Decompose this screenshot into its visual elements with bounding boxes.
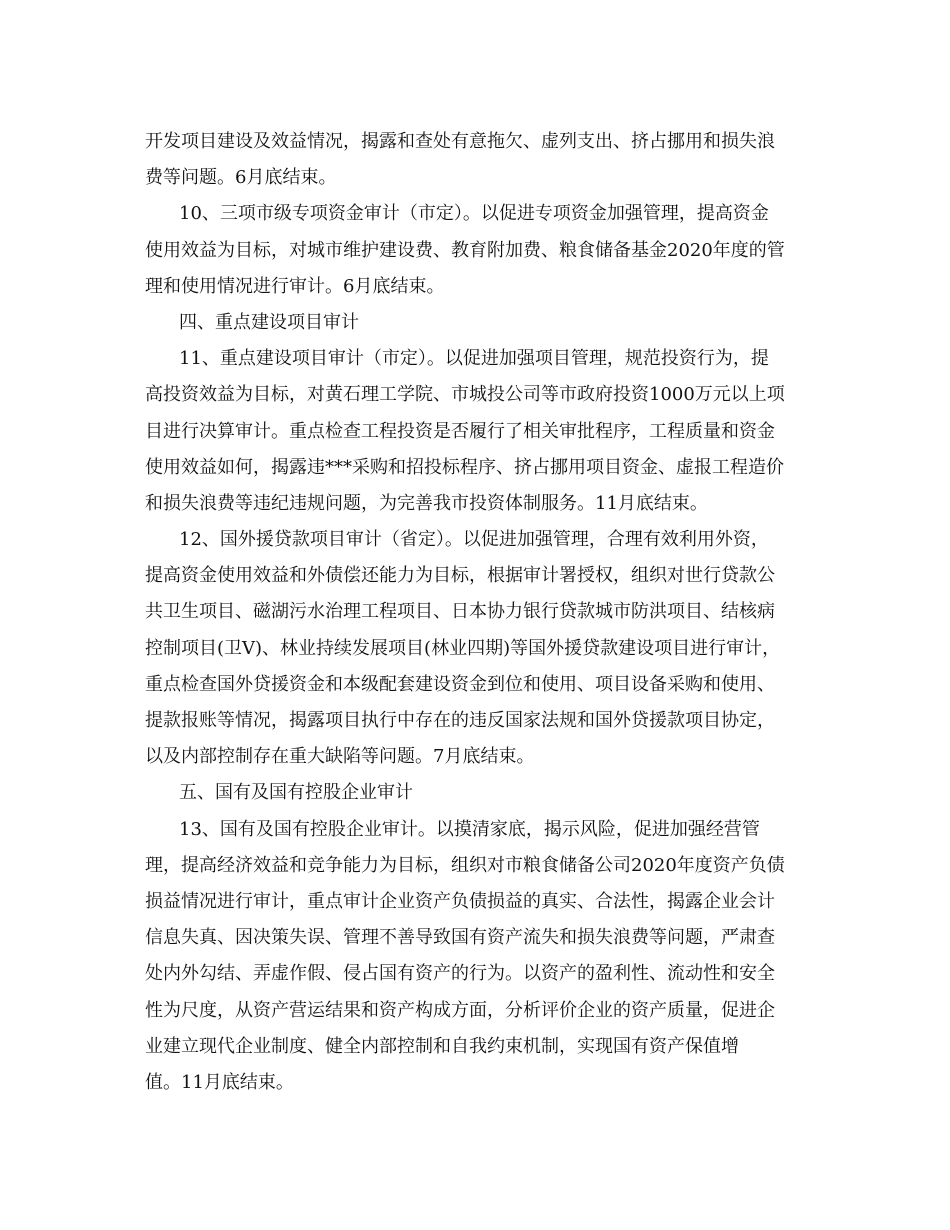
text-line: 重点检查国外贷援资金和本级配套建设资金到位和使用、项目设备采购和使用、 [145, 673, 775, 695]
text-line: 高投资效益为目标，对黄石理工学院、市城投公司等市政府投资1000万元以上项 [145, 384, 785, 406]
text-line: 12、国外援贷款项目审计（省定）。以促进加强管理，合理有效利用外资， [179, 529, 769, 551]
text-line: 共卫生项目、磁湖污水治理工程项目、日本协力银行贷款城市防洪项目、结核病 [145, 601, 775, 623]
text-line: 以及内部控制存在重大缺陷等问题。7月底结束。 [145, 746, 535, 768]
text-line: 性为尺度，从资产营运结果和资产构成方面，分析评价企业的资产质量，促进企 [145, 999, 775, 1021]
text-line: 业建立现代企业制度、健全内部控制和自我约束机制，实现国有资产保值增 [145, 1035, 739, 1057]
text-line: 13、国有及国有控股企业审计。以摸清家底，揭示风险，促进加强经营管 [179, 818, 760, 840]
text-line: 理和使用情况进行审计。6月底结束。 [145, 275, 445, 297]
text-line: 和损失浪费等违纪违规问题，为完善我市投资体制服务。11月底结束。 [145, 492, 708, 514]
text-line: 提款报账等情况，揭露项目执行中存在的违反国家法规和国外贷援款项目协定， [145, 710, 775, 731]
text-line: 处内外勾结、弄虚作假、侵占国有资产的行为。以资产的盈利性、流动性和安全 [145, 963, 775, 985]
text-line: 控制项目(卫V)、林业持续发展项目(林业四期)等国外援贷款建设项目进行审计， [145, 637, 781, 659]
text-line: 信息失真、因决策失误、管理不善导致国有资产流失和损失浪费等问题，严肃查 [145, 927, 775, 949]
text-line: 10、三项市级专项资金审计（市定）。以促进专项资金加强管理，提高资金 [179, 203, 769, 225]
document-body [145, 124, 805, 1101]
text-line: 理，提高经济效益和竞争能力为目标，组织对市粮食储备公司2020年度资产负债 [145, 854, 785, 876]
text-line: 损益情况进行审计，重点审计企业资产负债损益的真实、合法性，揭露企业会计 [145, 890, 775, 912]
text-line: 四、重点建设项目审计 [179, 311, 359, 333]
text-line: 五、国有及国有控股企业审计 [179, 782, 413, 804]
text-line: 11、重点建设项目审计（市定）。以促进加强项目管理，规范投资行为，提 [179, 348, 769, 370]
text-line: 目进行决算审计。重点检查工程投资是否履行了相关审批程序，工程质量和资金 [145, 420, 775, 442]
text-line: 费等问题。6月底结束。 [145, 167, 337, 189]
text-line: 开发项目建设及效益情况，揭露和查处有意拖欠、虚列支出、挤占挪用和损失浪 [145, 131, 775, 152]
text-line: 使用效益如何，揭露违***采购和招投标程序、挤占挪用项目资金、虚报工程造价 [145, 456, 784, 478]
text-line: 使用效益为目标，对城市维护建设费、教育附加费、粮食储备基金2020年度的管 [145, 239, 785, 261]
text-line: 值。11月底结束。 [145, 1071, 294, 1093]
text-line: 提高资金使用效益和外债偿还能力为目标，根据审计署授权，组织对世行贷款公 [145, 565, 775, 587]
